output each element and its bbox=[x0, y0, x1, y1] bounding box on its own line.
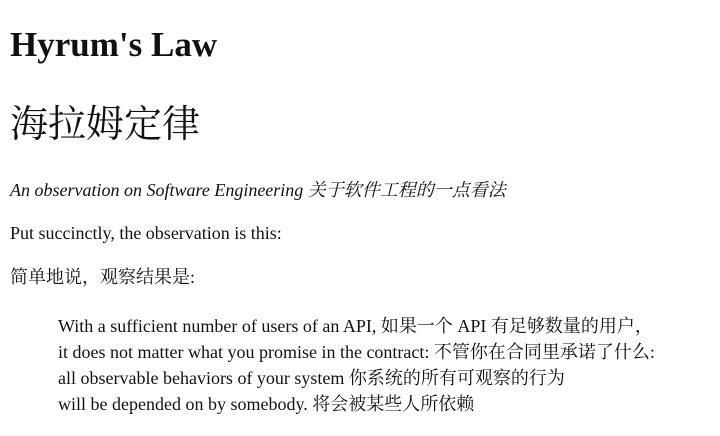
quote-line: will be depended on by somebody. 将会被某些人所依赖 bbox=[58, 394, 475, 414]
hyrums-law-quote bbox=[58, 313, 655, 417]
quote-line: all observable behaviors of your system 你系统的所有可观察的行为 bbox=[58, 368, 565, 388]
intro-paragraph-chinese: 简单地说，观察结果是: bbox=[10, 267, 195, 287]
page-title-chinese: 海拉姆定律 bbox=[10, 102, 201, 146]
page-title: Hyrum's Law bbox=[10, 25, 218, 64]
quote-line: it does not matter what you promise in the contract: 不管你在合同里承诺了什么: bbox=[58, 342, 655, 362]
subtitle: An observation on Software Engineering 关于软件工程的一点看法 bbox=[10, 180, 506, 200]
quote-line: With a sufficient number of users of an API, 如果一个 API 有足够数量的用户， bbox=[58, 316, 653, 336]
intro-paragraph-english: Put succinctly, the observation is this: bbox=[10, 223, 282, 243]
